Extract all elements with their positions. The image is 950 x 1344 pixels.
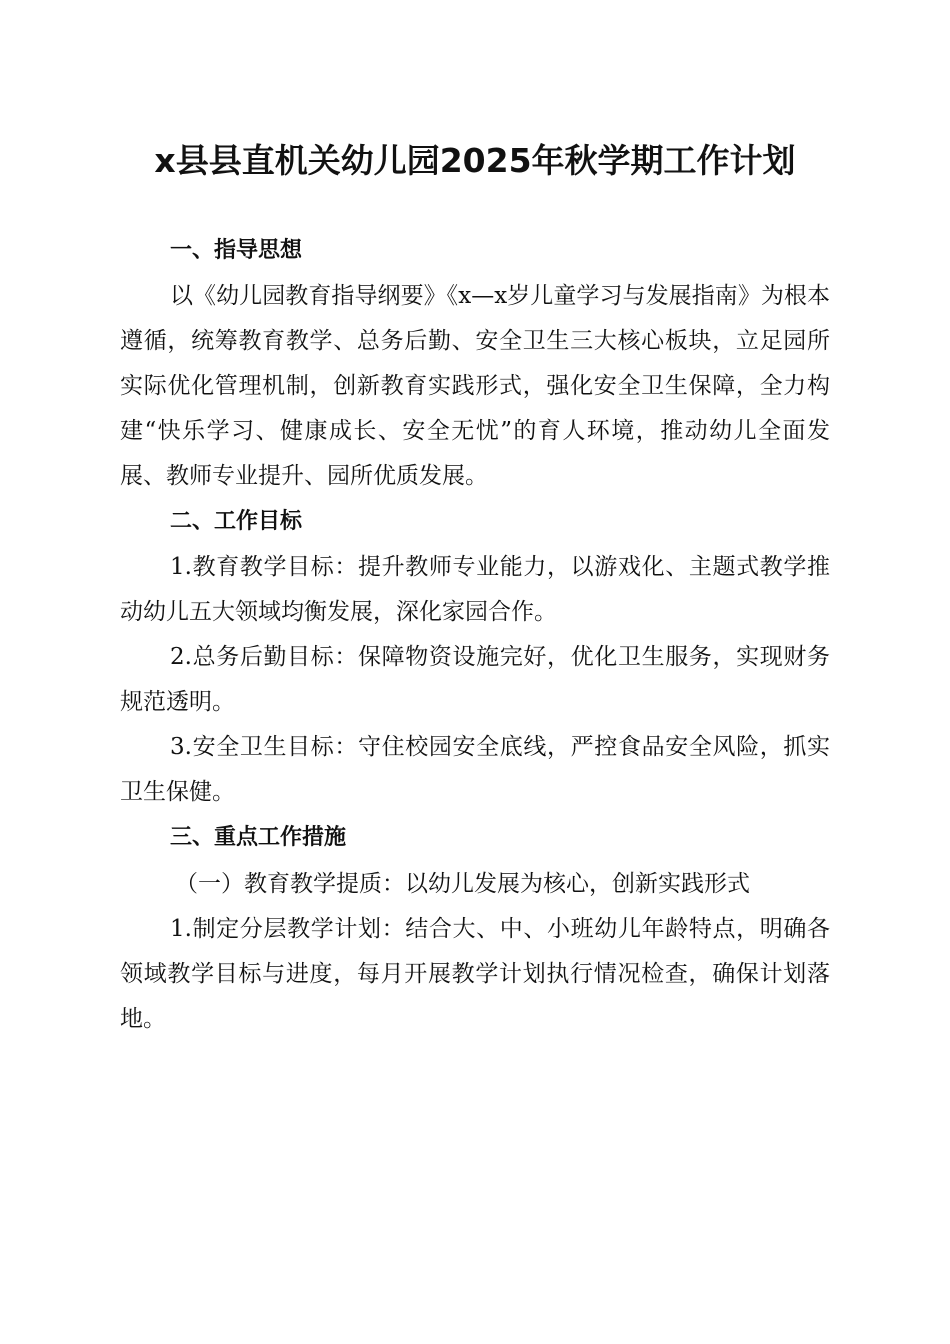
paragraph-goal-safety: 3.安全卫生目标：守住校园安全底线，严控食品安全风险，抓实卫生保健。 xyxy=(120,734,830,805)
section-heading-key-measures: 三、重点工作措施 xyxy=(170,825,347,850)
section-heading-work-goals: 二、工作目标 xyxy=(170,509,303,534)
paragraph-goal-logistics: 2.总务后勤目标：保障物资设施完好，优化卫生服务，实现财务规范透明。 xyxy=(120,644,830,715)
paragraph-goal-education: 1.教育教学目标：提升教师专业能力，以游戏化、主题式教学推动幼儿五大领域均衡发展，深化家园合作。 xyxy=(120,554,830,625)
subheading-education-quality: （一）教育教学提质：以幼儿发展为核心，创新实践形式 xyxy=(175,871,750,897)
section-heading-guiding-ideology: 一、指导思想 xyxy=(170,238,303,263)
paragraph-guiding-ideology: 以《幼儿园教育指导纲要》《x—x岁儿童学习与发展指南》为根本遵循，统筹教育教学、总务后勤、安全卫生三大核心板块，立足园所实际优化管理机制，创新教育实践形式，强化安全卫生保障，全力构建“快乐学习、健康成长、安全无忧”的育人环境，推动幼儿全面发展、教师专业提升、园所优质发展。 xyxy=(120,283,830,489)
paragraph-measure-teaching-plan: 1.制定分层教学计划：结合大、中、小班幼儿年龄特点，明确各领域教学目标与进度，每月开展教学计划执行情况检查，确保计划落地。 xyxy=(120,916,830,1032)
document-title: x县县直机关幼儿园2025年秋学期工作计划 xyxy=(154,141,796,180)
document-body xyxy=(120,228,830,1042)
